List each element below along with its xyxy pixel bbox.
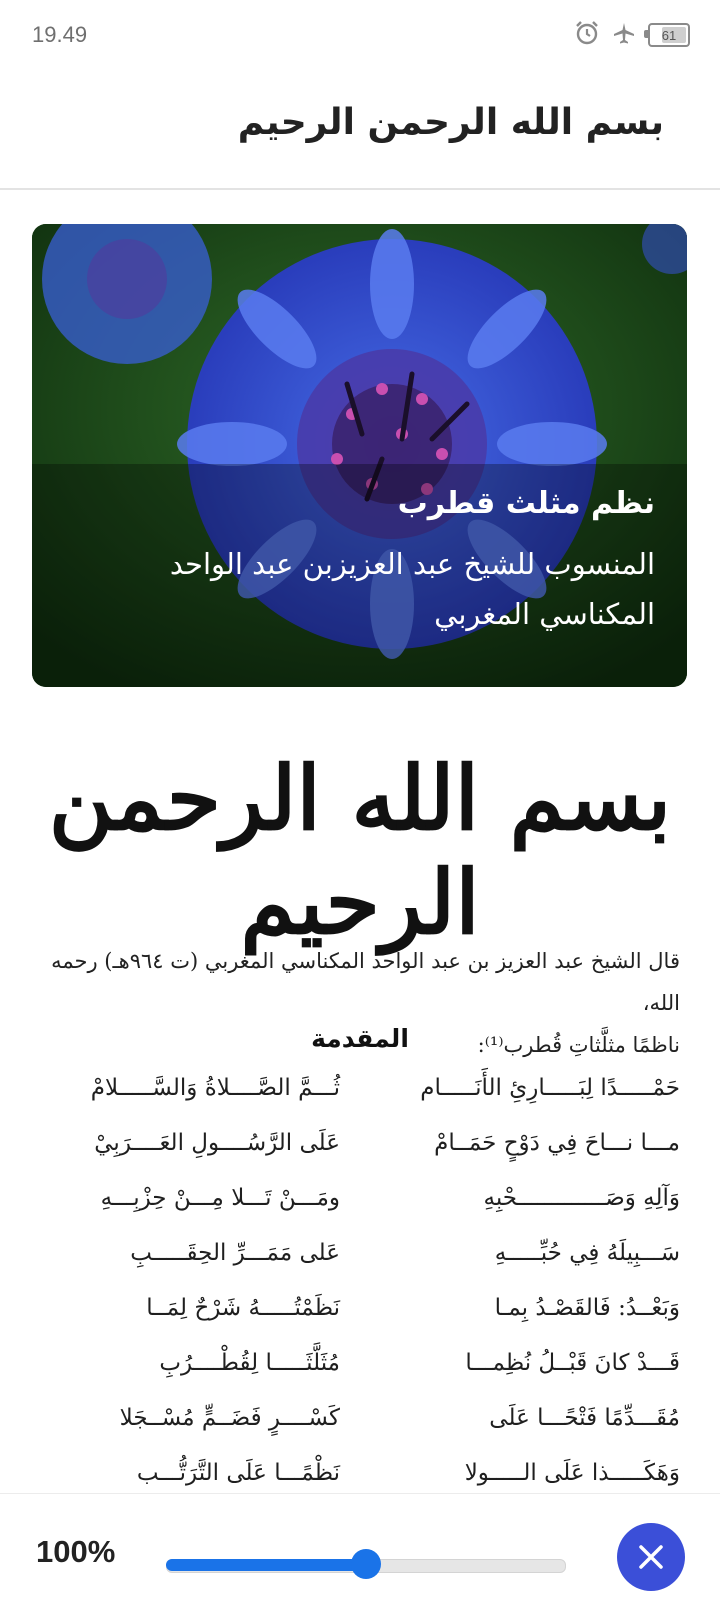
verse-row bbox=[40, 1170, 680, 1225]
close-icon bbox=[636, 1542, 666, 1572]
verse-row bbox=[40, 1445, 680, 1500]
zoom-slider[interactable] bbox=[166, 1554, 566, 1576]
alarm-icon bbox=[574, 20, 600, 50]
status-time: 19.49 bbox=[32, 22, 88, 47]
verse-first-half: وَآلِهِ وَصَـــــــــــــحْبِهِ bbox=[483, 1184, 680, 1211]
verse-first-half: مُقَـــدِّمًا فَتْحًـــا عَلَى bbox=[489, 1404, 680, 1431]
status-icons bbox=[574, 20, 690, 50]
verse-row bbox=[40, 1060, 680, 1115]
app-header bbox=[0, 72, 720, 190]
verse-first-half: وَبَعْــدُ: فَالقَصْـدُ بِمـا bbox=[494, 1294, 680, 1321]
slider-fill bbox=[166, 1559, 366, 1571]
battery-icon bbox=[648, 23, 690, 47]
verse-row bbox=[40, 1115, 680, 1170]
basmala-text: بسم الله الرحمن الرحيم bbox=[48, 746, 672, 954]
intro-line-2: ناظمًا مثلَّثاتِ قُطرب⁽¹⁾: bbox=[477, 1033, 680, 1057]
verse-row bbox=[40, 1280, 680, 1335]
hero-title: نظم مثلث قطرب bbox=[397, 486, 655, 521]
verse-second-half: كَسْــــرٍ فَضَــمٍّ مُسْــجَلا bbox=[119, 1404, 340, 1431]
close-button[interactable] bbox=[617, 1523, 685, 1591]
verse-first-half: سَـــبِيلَهُ فِي حُبِّـــــهِ bbox=[494, 1239, 680, 1266]
verse-second-half: عَلَى الرَّسُــــولِ العَــــرَبِيْ bbox=[94, 1129, 340, 1156]
hero-text bbox=[170, 486, 655, 639]
verse-second-half: ومَـــنْ تَـــلا مِـــنْ حِزْبِـــهِ bbox=[100, 1184, 340, 1211]
verse-first-half: حَمْـــــدًا لِبَـــــارِئِ الأَنَـــــام bbox=[420, 1074, 680, 1101]
verse-first-half: مـــا نـــاحَ فِي دَوْحٍ حَمَــامْ bbox=[434, 1129, 680, 1156]
intro-line-1: قال الشيخ عبد العزيز بن عبد الواحد المكناسي المغربي (ت ٩٦٤هـ) رحمه الله، bbox=[51, 949, 680, 1015]
section-title: المقدمة bbox=[311, 1024, 409, 1053]
verse-second-half: ثُـــمَّ الصَّــــلاةُ وَالسَّـــــلامْ bbox=[90, 1074, 340, 1101]
poem-verses bbox=[40, 1060, 680, 1500]
hero-subtitle-line-2: المكناسي المغربي bbox=[434, 597, 655, 631]
airplane-icon bbox=[612, 21, 636, 49]
verse-second-half: مُثَلَّثَـــــا لِقُطْــــرُبِ bbox=[159, 1349, 340, 1376]
hero-subtitle-line-1: المنسوب للشيخ عبد العزيزبن عبد الواحد bbox=[169, 547, 655, 581]
verse-row bbox=[40, 1335, 680, 1390]
verse-second-half: نَظْمًـــا عَلَى التَّرَتُّـــب bbox=[136, 1459, 340, 1486]
hero-card bbox=[32, 224, 687, 687]
verse-row bbox=[40, 1390, 680, 1445]
verse-row bbox=[40, 1225, 680, 1280]
verse-second-half: نَظَمْتُـــــهُ شَرْحٌ لِمَــا bbox=[146, 1294, 340, 1321]
slider-thumb[interactable] bbox=[351, 1549, 381, 1579]
status-bar bbox=[0, 0, 720, 72]
verse-second-half: عَلى مَمَـــرِّ الحِقَـــــبِ bbox=[130, 1239, 340, 1266]
zoom-value: 100% bbox=[36, 1534, 116, 1569]
verse-first-half: وَهَكَـــــذا عَلَى الـــــولا bbox=[464, 1459, 680, 1486]
basmala-calligraphy bbox=[40, 718, 680, 954]
page-title: بسم الله الرحمن الرحيم bbox=[237, 102, 664, 143]
battery-level: 61 bbox=[661, 27, 677, 43]
zoom-bar bbox=[0, 1493, 720, 1612]
verse-first-half: قَـــدْ كانَ قَبْــلُ نُظِمـــا bbox=[465, 1349, 680, 1376]
